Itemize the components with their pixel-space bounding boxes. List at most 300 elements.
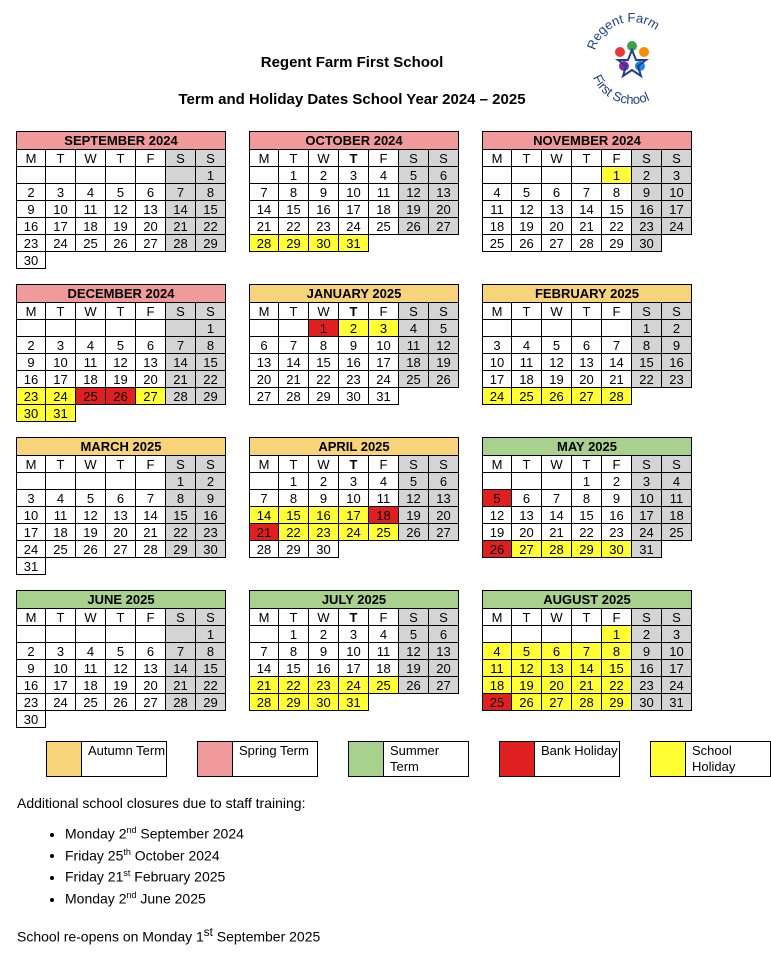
day-cell: 11 [399, 337, 429, 354]
day-cell: 15 [196, 660, 226, 677]
month-title: APRIL 2025 [249, 437, 459, 456]
day-cell: 11 [369, 490, 399, 507]
notes [17, 795, 687, 912]
day-cell: 29 [196, 694, 226, 711]
day-cell: 2 [196, 473, 226, 490]
day-cell: 30 [339, 388, 369, 405]
day-cell: 25 [369, 218, 399, 235]
weekday-header: S [632, 609, 662, 626]
day-cell: 4 [399, 320, 429, 337]
day-cell: 24 [369, 371, 399, 388]
day-cell: 13 [429, 490, 459, 507]
day-cell: 8 [196, 643, 226, 660]
day-cell: 3 [339, 626, 369, 643]
day-cell: 26 [106, 235, 136, 252]
training-day-item: • Friday 25th October 2024 [65, 847, 687, 864]
day-cell: 6 [429, 473, 459, 490]
day-cell: 1 [602, 167, 632, 184]
month-title: NOVEMBER 2024 [482, 131, 692, 150]
day-cell: 31 [632, 541, 662, 558]
week-row [16, 541, 226, 558]
day-cell: 19 [106, 371, 136, 388]
weekday-header: W [309, 609, 339, 626]
day-cell: 15 [166, 507, 196, 524]
day-cell [249, 167, 279, 184]
day-cell: 27 [572, 388, 602, 405]
day-cell: 18 [482, 677, 512, 694]
day-cell: 13 [136, 660, 166, 677]
day-cell: 17 [662, 660, 692, 677]
week-row [482, 524, 692, 541]
day-cell: 10 [46, 660, 76, 677]
day-cell [512, 473, 542, 490]
day-cell [542, 320, 572, 337]
day-cell: 22 [166, 524, 196, 541]
day-cell: 27 [429, 677, 459, 694]
month-calendar [249, 131, 459, 252]
day-cell: 23 [16, 388, 46, 405]
day-cell [279, 320, 309, 337]
day-cell: 5 [399, 473, 429, 490]
day-cell [46, 473, 76, 490]
day-cell: 23 [632, 218, 662, 235]
day-cell: 21 [279, 371, 309, 388]
weekday-header: M [482, 456, 512, 473]
day-cell: 17 [16, 524, 46, 541]
day-cell: 18 [369, 507, 399, 524]
weekday-header: W [76, 150, 106, 167]
weekday-header: F [369, 303, 399, 320]
day-cell: 29 [166, 541, 196, 558]
day-cell: 11 [76, 354, 106, 371]
month-calendar [16, 437, 226, 575]
legend-item [197, 741, 318, 777]
day-cell: 9 [196, 490, 226, 507]
day-cell [542, 167, 572, 184]
day-cell [512, 167, 542, 184]
week-row [16, 694, 226, 711]
weekday-header-row [16, 456, 226, 473]
week-row [16, 524, 226, 541]
day-cell [46, 320, 76, 337]
day-cell: 26 [106, 694, 136, 711]
weekday-header: F [136, 456, 166, 473]
day-cell: 25 [482, 235, 512, 252]
day-cell: 2 [309, 626, 339, 643]
day-cell [16, 626, 46, 643]
week-row [482, 660, 692, 677]
day-cell: 31 [662, 694, 692, 711]
day-cell: 10 [482, 354, 512, 371]
day-cell: 3 [369, 320, 399, 337]
svg-text:Regent Farm: Regent Farm [583, 9, 663, 52]
day-cell: 24 [662, 677, 692, 694]
day-cell: 2 [309, 473, 339, 490]
weekday-header: S [399, 456, 429, 473]
weekday-header: F [602, 456, 632, 473]
week-row [16, 643, 226, 660]
weekday-header: S [632, 303, 662, 320]
day-cell [249, 473, 279, 490]
day-cell: 9 [309, 643, 339, 660]
legend-item [348, 741, 469, 777]
month-calendar [249, 284, 459, 405]
day-cell: 22 [572, 524, 602, 541]
month-calendar [482, 131, 692, 252]
weekday-header: M [16, 150, 46, 167]
day-cell: 25 [76, 694, 106, 711]
weekday-header: T [279, 303, 309, 320]
day-cell: 22 [602, 218, 632, 235]
day-cell: 3 [46, 337, 76, 354]
legend-label: Autumn Term [88, 743, 166, 758]
day-cell [572, 626, 602, 643]
day-cell: 18 [662, 507, 692, 524]
week-row [249, 354, 459, 371]
weekday-header: F [602, 303, 632, 320]
training-day-item: • Friday 21st February 2025 [65, 868, 687, 885]
day-cell: 19 [542, 371, 572, 388]
day-cell: 4 [369, 167, 399, 184]
day-cell: 12 [106, 660, 136, 677]
day-cell: 9 [16, 660, 46, 677]
day-cell: 13 [249, 354, 279, 371]
day-cell [136, 473, 166, 490]
week-row [249, 507, 459, 524]
day-cell: 26 [429, 371, 459, 388]
weekday-header: T [106, 609, 136, 626]
weekday-header-row [482, 456, 692, 473]
week-row [249, 626, 459, 643]
day-cell: 31 [369, 388, 399, 405]
day-cell: 4 [662, 473, 692, 490]
legend-gap [469, 741, 499, 777]
day-cell: 31 [339, 694, 369, 711]
weekday-header: T [512, 303, 542, 320]
day-cell: 17 [339, 201, 369, 218]
weekday-header: W [309, 456, 339, 473]
day-cell: 26 [512, 235, 542, 252]
month-calendar [482, 284, 692, 405]
day-cell: 8 [602, 643, 632, 660]
day-cell: 28 [572, 235, 602, 252]
day-cell: 30 [16, 711, 46, 728]
weekday-header: T [339, 456, 369, 473]
day-cell: 12 [399, 490, 429, 507]
day-cell: 12 [512, 201, 542, 218]
day-cell: 22 [196, 371, 226, 388]
weekday-header: S [196, 150, 226, 167]
day-cell: 5 [399, 626, 429, 643]
day-cell: 25 [369, 677, 399, 694]
day-cell [76, 320, 106, 337]
legend-swatch [651, 742, 686, 776]
day-cell [16, 320, 46, 337]
day-cell: 20 [542, 218, 572, 235]
day-cell: 28 [166, 388, 196, 405]
day-cell: 17 [662, 201, 692, 218]
day-cell: 7 [542, 490, 572, 507]
day-cell: 25 [369, 524, 399, 541]
day-cell: 25 [399, 371, 429, 388]
day-cell: 16 [309, 201, 339, 218]
weekday-header-row [249, 150, 459, 167]
month-calendar [482, 437, 692, 558]
day-cell: 20 [136, 218, 166, 235]
day-cell: 9 [339, 337, 369, 354]
weekday-header: W [542, 303, 572, 320]
weekday-header: W [542, 456, 572, 473]
day-cell: 19 [76, 524, 106, 541]
day-cell: 6 [136, 184, 166, 201]
day-cell: 23 [309, 524, 339, 541]
day-cell [16, 167, 46, 184]
weekday-header: W [76, 303, 106, 320]
day-cell [542, 473, 572, 490]
day-cell: 27 [512, 541, 542, 558]
week-row [249, 235, 459, 252]
day-cell: 11 [482, 660, 512, 677]
day-cell: 15 [196, 201, 226, 218]
month-title: MAY 2025 [482, 437, 692, 456]
day-cell: 27 [249, 388, 279, 405]
month-title: DECEMBER 2024 [16, 284, 226, 303]
day-cell: 18 [46, 524, 76, 541]
day-cell: 20 [249, 371, 279, 388]
day-cell: 20 [136, 371, 166, 388]
day-cell: 7 [166, 643, 196, 660]
month-title: JULY 2025 [249, 590, 459, 609]
weekday-header: T [572, 150, 602, 167]
day-cell: 6 [572, 337, 602, 354]
week-row [249, 694, 459, 711]
weekday-header: S [662, 150, 692, 167]
weekday-header: T [279, 456, 309, 473]
day-cell: 14 [602, 354, 632, 371]
day-cell: 30 [309, 235, 339, 252]
legend-label: School Holiday [692, 743, 736, 774]
day-cell: 7 [572, 643, 602, 660]
day-cell: 20 [136, 677, 166, 694]
day-cell: 27 [106, 541, 136, 558]
weekday-header: F [369, 609, 399, 626]
day-cell [572, 167, 602, 184]
day-cell: 6 [429, 167, 459, 184]
day-cell: 27 [542, 235, 572, 252]
day-cell: 17 [632, 507, 662, 524]
day-cell: 5 [542, 337, 572, 354]
day-cell: 12 [512, 660, 542, 677]
month-calendar [249, 590, 459, 711]
day-cell: 26 [399, 677, 429, 694]
day-cell: 21 [166, 677, 196, 694]
day-cell: 30 [309, 541, 339, 558]
day-cell: 6 [512, 490, 542, 507]
day-cell: 7 [279, 337, 309, 354]
day-cell: 10 [339, 490, 369, 507]
week-row [16, 252, 226, 269]
weekday-header: S [632, 150, 662, 167]
weekday-header: M [16, 609, 46, 626]
weekday-header: S [429, 609, 459, 626]
day-cell: 5 [512, 184, 542, 201]
weekday-header: T [512, 609, 542, 626]
weekday-header: T [46, 609, 76, 626]
day-cell: 16 [662, 354, 692, 371]
day-cell: 23 [309, 218, 339, 235]
day-cell: 5 [399, 167, 429, 184]
day-cell: 4 [512, 337, 542, 354]
day-cell: 18 [76, 677, 106, 694]
day-cell: 10 [369, 337, 399, 354]
day-cell: 21 [249, 524, 279, 541]
day-cell: 29 [196, 388, 226, 405]
day-cell: 6 [429, 626, 459, 643]
day-cell: 25 [76, 388, 106, 405]
week-row [249, 524, 459, 541]
day-cell: 23 [196, 524, 226, 541]
weekday-header: W [76, 609, 106, 626]
day-cell: 20 [572, 371, 602, 388]
day-cell [512, 626, 542, 643]
week-row [16, 201, 226, 218]
day-cell: 11 [46, 507, 76, 524]
day-cell [106, 473, 136, 490]
day-cell: 22 [279, 524, 309, 541]
day-cell: 30 [196, 541, 226, 558]
day-cell: 16 [632, 201, 662, 218]
day-cell: 15 [279, 660, 309, 677]
week-row [482, 490, 692, 507]
day-cell: 13 [542, 660, 572, 677]
day-cell: 27 [542, 694, 572, 711]
day-cell: 27 [136, 235, 166, 252]
day-cell: 19 [399, 507, 429, 524]
day-cell: 29 [196, 235, 226, 252]
weekday-header: S [429, 303, 459, 320]
day-cell: 9 [632, 184, 662, 201]
weekday-header: T [106, 456, 136, 473]
day-cell: 26 [106, 388, 136, 405]
legend-item [46, 741, 167, 777]
day-cell: 2 [309, 167, 339, 184]
day-cell: 13 [512, 507, 542, 524]
day-cell: 11 [482, 201, 512, 218]
day-cell: 21 [572, 677, 602, 694]
month-calendar [249, 437, 459, 558]
day-cell: 24 [482, 388, 512, 405]
day-cell: 1 [279, 473, 309, 490]
day-cell: 17 [339, 507, 369, 524]
day-cell: 24 [632, 524, 662, 541]
day-cell: 15 [309, 354, 339, 371]
day-cell: 13 [136, 201, 166, 218]
week-row [16, 218, 226, 235]
day-cell: 18 [482, 218, 512, 235]
week-row [249, 218, 459, 235]
day-cell: 21 [166, 218, 196, 235]
day-cell: 16 [309, 507, 339, 524]
day-cell [512, 320, 542, 337]
day-cell: 26 [542, 388, 572, 405]
day-cell: 20 [542, 677, 572, 694]
weekday-header: M [249, 303, 279, 320]
day-cell: 1 [279, 626, 309, 643]
day-cell [482, 167, 512, 184]
day-cell: 15 [279, 507, 309, 524]
day-cell: 10 [632, 490, 662, 507]
month-title: MARCH 2025 [16, 437, 226, 456]
day-cell: 5 [76, 490, 106, 507]
weekday-header: T [46, 303, 76, 320]
month-calendar [16, 590, 226, 728]
week-row [482, 507, 692, 524]
day-cell: 20 [106, 524, 136, 541]
week-row [482, 184, 692, 201]
day-cell: 13 [572, 354, 602, 371]
training-day-item: • Monday 2nd September 2024 [65, 825, 687, 842]
day-cell: 2 [602, 473, 632, 490]
week-row [482, 473, 692, 490]
weekday-header: S [166, 150, 196, 167]
day-cell: 19 [399, 201, 429, 218]
day-cell: 18 [76, 371, 106, 388]
day-cell: 10 [46, 354, 76, 371]
day-cell [46, 626, 76, 643]
day-cell: 13 [542, 201, 572, 218]
day-cell [542, 626, 572, 643]
day-cell: 10 [339, 184, 369, 201]
day-cell [46, 167, 76, 184]
weekday-header: F [136, 150, 166, 167]
day-cell: 1 [196, 167, 226, 184]
day-cell: 29 [279, 235, 309, 252]
day-cell: 10 [16, 507, 46, 524]
month-title: SEPTEMBER 2024 [16, 131, 226, 150]
day-cell: 4 [76, 643, 106, 660]
day-cell: 9 [16, 354, 46, 371]
day-cell: 3 [339, 473, 369, 490]
day-cell: 4 [46, 490, 76, 507]
legend-item [499, 741, 620, 777]
weekday-header: F [369, 150, 399, 167]
day-cell: 14 [166, 660, 196, 677]
day-cell: 7 [602, 337, 632, 354]
day-cell: 11 [369, 643, 399, 660]
day-cell: 7 [249, 643, 279, 660]
week-row [249, 541, 459, 558]
weekday-header-row [16, 609, 226, 626]
day-cell: 18 [76, 218, 106, 235]
week-row [249, 490, 459, 507]
day-cell: 15 [279, 201, 309, 218]
day-cell: 1 [279, 167, 309, 184]
legend-label: Summer Term [390, 743, 440, 774]
weekday-header: S [662, 456, 692, 473]
day-cell: 6 [136, 643, 166, 660]
week-row [16, 388, 226, 405]
day-cell: 29 [279, 694, 309, 711]
day-cell: 26 [512, 694, 542, 711]
day-cell: 21 [542, 524, 572, 541]
week-row [482, 201, 692, 218]
day-cell: 5 [482, 490, 512, 507]
day-cell: 23 [16, 694, 46, 711]
day-cell: 30 [602, 541, 632, 558]
weekday-header: M [249, 609, 279, 626]
day-cell: 16 [16, 371, 46, 388]
day-cell: 15 [602, 201, 632, 218]
